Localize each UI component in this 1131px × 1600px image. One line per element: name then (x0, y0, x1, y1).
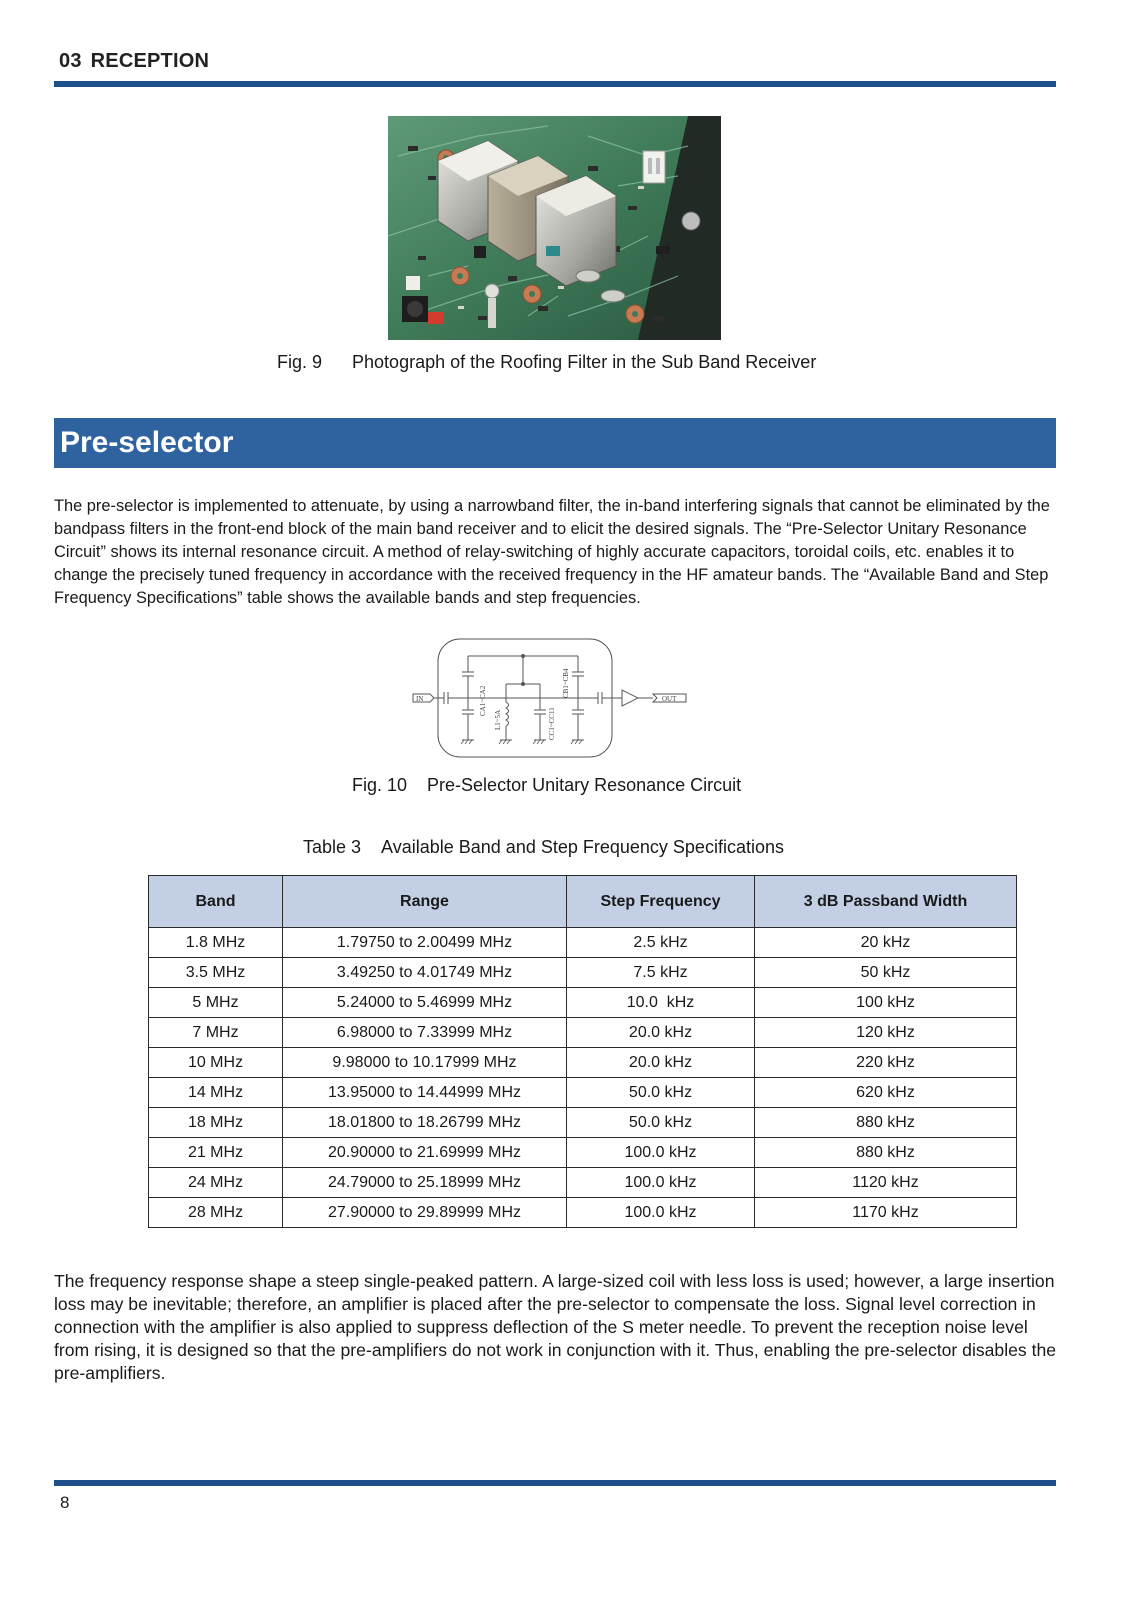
cc-label: CC1~CC11 (548, 707, 556, 740)
footer-rule (54, 1480, 1056, 1486)
band-spec-table (148, 875, 1017, 1228)
cell-step: 20.0 kHz (567, 1048, 755, 1078)
cell-band: 5 MHz (149, 988, 283, 1018)
preselector-heading (54, 418, 1056, 468)
preselector-paragraph-1: The pre-selector is implemented to attenuate, by using a narrowband filter, the in-band interfering signals that cannot be eliminated by the bandpass filters in the front-end block of the main band receiver and to elicit the desired signals. The “Pre-Selector Unitary Resonance Circuit” shows its internal resonance circuit. A method of relay-switching of highly accurate capacitors, toroidal coils, etc. enables it to change the precisely tuned frequency in accordance with the received frequency in the HF amateur bands. The “Available Band and Step Frequency Specifications” table shows the available bands and step frequencies. (54, 497, 1050, 607)
table-row (149, 928, 1017, 958)
figure10-caption (352, 775, 741, 796)
section-number: 03 (59, 50, 82, 72)
l-label: L1~5A (494, 709, 502, 730)
cell-step: 50.0 kHz (567, 1078, 755, 1108)
figure9-text: Photograph of the Roofing Filter in the Sub Band Receiver (352, 352, 817, 372)
cell-range: 9.98000 to 10.17999 MHz (283, 1048, 567, 1078)
ca-label: CA1~CA2 (479, 685, 487, 716)
cell-range: 3.49250 to 4.01749 MHz (283, 958, 567, 988)
cell-step: 2.5 kHz (567, 928, 755, 958)
preselector-circuit-diagram (408, 636, 698, 762)
header-range: Range (283, 876, 567, 928)
cell-band: 24 MHz (149, 1168, 283, 1198)
cell-band: 18 MHz (149, 1108, 283, 1138)
cell-range: 18.01800 to 18.26799 MHz (283, 1108, 567, 1138)
cell-range: 13.95000 to 14.44999 MHz (283, 1078, 567, 1108)
table-row (149, 1018, 1017, 1048)
preselector-heading-text: Pre-selector (60, 426, 234, 459)
cell-range: 24.79000 to 25.18999 MHz (283, 1168, 567, 1198)
cell-band: 7 MHz (149, 1018, 283, 1048)
cell-passband: 880 kHz (755, 1138, 1017, 1168)
table-row (149, 1198, 1017, 1228)
table-row (149, 1108, 1017, 1138)
table-row (149, 1168, 1017, 1198)
cb-label: CB1~CB4 (562, 668, 570, 698)
cell-step: 50.0 kHz (567, 1108, 755, 1138)
cell-step: 100.0 kHz (567, 1168, 755, 1198)
section-header (59, 50, 209, 73)
header-step-frequency: Step Frequency (567, 876, 755, 928)
cell-range: 20.90000 to 21.69999 MHz (283, 1138, 567, 1168)
figure9-label: Fig. 9 (277, 352, 323, 372)
cell-range: 27.90000 to 29.89999 MHz (283, 1198, 567, 1228)
header-rule (54, 81, 1056, 87)
table3-text: Available Band and Step Frequency Specifications (381, 837, 784, 857)
table-row (149, 1138, 1017, 1168)
cell-passband: 880 kHz (755, 1108, 1017, 1138)
cell-band: 21 MHz (149, 1138, 283, 1168)
header-band: Band (149, 876, 283, 928)
cell-passband: 220 kHz (755, 1048, 1017, 1078)
preselector-paragraph-2: The frequency response shape a steep single-peaked pattern. A large-sized coil with less loss is used; however, a large insertion loss may be inevitable; therefore, an amplifier is placed after the pre-selector to compensate the loss. Signal level correction in connection with the amplifier is also applied to suppress deflection of the S meter needle. To prevent the reception noise level from rising, it is designed so that the pre-amplifiers do not work in conjunction with it. Thus, enabling the pre-selector disables the pre-amplifiers. (54, 1271, 1057, 1383)
cell-passband: 1170 kHz (755, 1198, 1017, 1228)
cell-passband: 120 kHz (755, 1018, 1017, 1048)
cell-step: 10.0 kHz (567, 988, 755, 1018)
table-row (149, 1078, 1017, 1108)
cell-passband: 620 kHz (755, 1078, 1017, 1108)
cell-step: 20.0 kHz (567, 1018, 755, 1048)
pcb-illustration (388, 116, 721, 340)
in-label: IN (416, 695, 424, 703)
table-row (149, 988, 1017, 1018)
roofing-filter-photo (388, 116, 721, 340)
cell-band: 28 MHz (149, 1198, 283, 1228)
table3-label: Table 3 (303, 837, 362, 857)
figure10-label: Fig. 10 (352, 775, 408, 795)
amplifier-symbol (622, 690, 638, 706)
cell-passband: 20 kHz (755, 928, 1017, 958)
cell-band: 10 MHz (149, 1048, 283, 1078)
cell-band: 14 MHz (149, 1078, 283, 1108)
table3-caption (303, 837, 784, 858)
page-number: 8 (60, 1493, 70, 1512)
cell-passband: 100 kHz (755, 988, 1017, 1018)
section-title: RECEPTION (90, 50, 210, 72)
cell-band: 3.5 MHz (149, 958, 283, 988)
cell-range: 6.98000 to 7.33999 MHz (283, 1018, 567, 1048)
cell-range: 1.79750 to 2.00499 MHz (283, 928, 567, 958)
cell-step: 100.0 kHz (567, 1198, 755, 1228)
table-row (149, 958, 1017, 988)
figure9-caption (277, 352, 816, 373)
table-row (149, 1048, 1017, 1078)
cell-band: 1.8 MHz (149, 928, 283, 958)
cell-step: 7.5 kHz (567, 958, 755, 988)
out-label: OUT (662, 695, 677, 703)
cell-range: 5.24000 to 5.46999 MHz (283, 988, 567, 1018)
cell-passband: 1120 kHz (755, 1168, 1017, 1198)
cell-step: 100.0 kHz (567, 1138, 755, 1168)
figure10-text: Pre-Selector Unitary Resonance Circuit (427, 775, 742, 795)
cell-passband: 50 kHz (755, 958, 1017, 988)
header-passband-width: 3 dB Passband Width (755, 876, 1017, 928)
table-header-row (149, 876, 1017, 928)
